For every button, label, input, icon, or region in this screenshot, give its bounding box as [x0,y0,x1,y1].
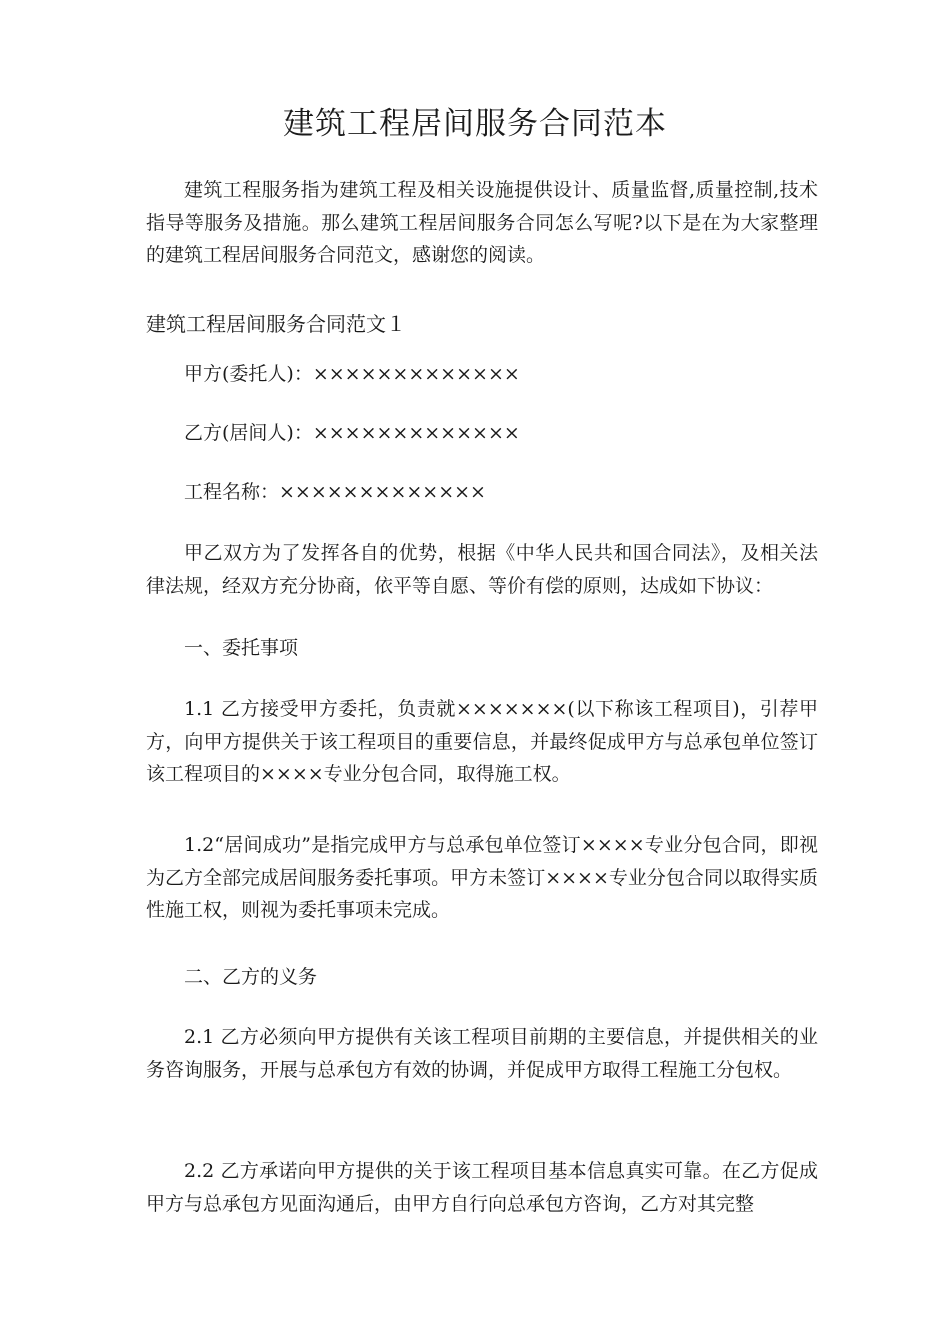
party-a-line: 甲方(委托人)：××××××××××××× [184,363,520,385]
document-title: 建筑工程居间服务合同范本 [283,106,667,142]
clause-1-heading: 一、委托事项 [184,637,299,659]
agreement-preamble: 甲乙双方为了发挥各自的优势，根据《中华人民共和国合同法》，及相关法律法规，经双方充分协商，依平等自愿、等价有偿的原则，达成如下协议： [146,542,818,597]
project-name-line: 工程名称：××××××××××××× [184,481,486,503]
clause-2-2: 2.2 乙方承诺向甲方提供的关于该工程项目基本信息真实可靠。在乙方促成甲方与总承包方见面沟通后，由甲方自行向总承包方咨询，乙方对其完整 [146,1160,818,1215]
clause-1-2: 1.2“居间成功”是指完成甲方与总承包单位签订××××专业分包合同，即视为乙方全部完成居间服务委托事项。甲方未签订××××专业分包合同以取得实质性施工权，则视为委托事项未完成。 [146,834,818,921]
clause-2-heading: 二、乙方的义务 [184,966,318,988]
party-b-line: 乙方(居间人)：××××××××××××× [184,422,520,444]
section-heading: 建筑工程居间服务合同范文１ [146,312,406,336]
clause-1-1: 1.1 乙方接受甲方委托，负责就×××××××(以下称该工程项目)，引荐甲方，向甲方提供关于该工程项目的重要信息，并最终促成甲方与总承包单位签订该工程项目的××××专业分包合同，取得施工权。 [146,698,818,785]
intro-paragraph: 建筑工程服务指为建筑工程及相关设施提供设计、质量监督,质量控制,技术指导等服务及措施。那么建筑工程居间服务合同怎么写呢?以下是在为大家整理的建筑工程居间服务合同范文，感谢您的阅读。 [146,179,818,266]
clause-2-1: 2.1 乙方必须向甲方提供有关该工程项目前期的主要信息，并提供相关的业务咨询服务，开展与总承包方有效的协调，并促成甲方取得工程施工分包权。 [146,1026,818,1081]
